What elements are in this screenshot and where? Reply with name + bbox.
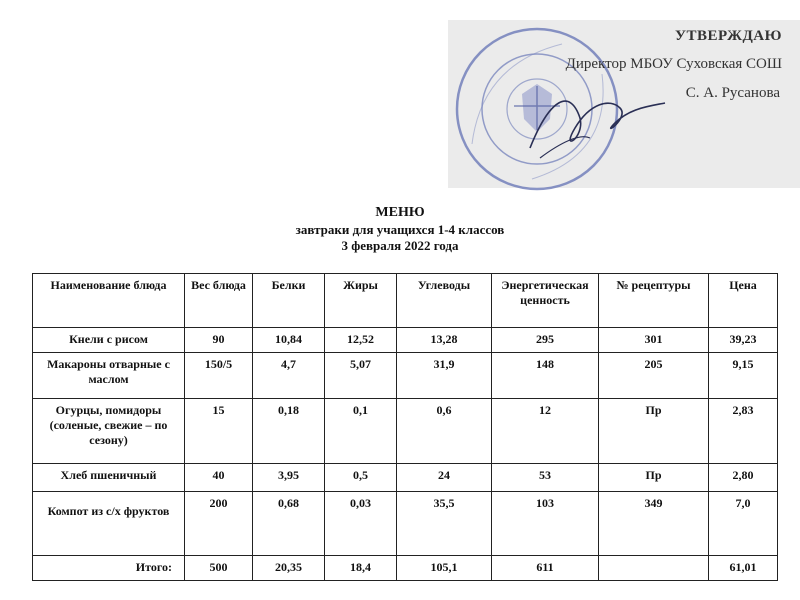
page-title: МЕНЮ	[375, 205, 425, 220]
dish-protein: 4,7	[253, 353, 325, 399]
dish-fat: 5,07	[325, 353, 397, 399]
total-label: Итого:	[33, 556, 185, 581]
dish-protein: 0,68	[253, 492, 325, 556]
table-row	[33, 353, 778, 399]
table-row	[33, 328, 778, 353]
dish-price: 39,23	[709, 328, 778, 353]
dish-protein: 10,84	[253, 328, 325, 353]
dish-recipe: Пр	[599, 399, 709, 464]
dish-price: 2,83	[709, 399, 778, 464]
dish-protein: 3,95	[253, 464, 325, 492]
dish-energy: 12	[492, 399, 599, 464]
table-row	[33, 464, 778, 492]
dish-recipe: Пр	[599, 464, 709, 492]
dish-protein: 0,18	[253, 399, 325, 464]
approval-block	[566, 28, 782, 102]
dish-fat: 0,1	[325, 399, 397, 464]
dish-carbs: 0,6	[397, 399, 492, 464]
dish-name: Огурцы, помидоры (соленые, свежие – по сезону)	[33, 399, 185, 464]
dish-weight: 15	[185, 399, 253, 464]
dish-energy: 53	[492, 464, 599, 492]
dish-fat: 0,03	[325, 492, 397, 556]
dish-price: 2,80	[709, 464, 778, 492]
dish-price: 9,15	[709, 353, 778, 399]
total-energy: 611	[492, 556, 599, 581]
director-position: Директор МБОУ Суховская СОШ	[565, 56, 782, 72]
dish-energy: 295	[492, 328, 599, 353]
dish-weight: 40	[185, 464, 253, 492]
total-protein: 20,35	[253, 556, 325, 581]
dish-weight: 200	[185, 492, 253, 556]
column-header: Углеводы	[397, 274, 492, 328]
dish-recipe: 205	[599, 353, 709, 399]
menu-table	[32, 273, 778, 581]
dish-carbs: 13,28	[397, 328, 492, 353]
menu-date: 3 февраля 2022 года	[341, 238, 459, 253]
total-fat: 18,4	[325, 556, 397, 581]
dish-weight: 150/5	[185, 353, 253, 399]
dish-carbs: 35,5	[397, 492, 492, 556]
table-row	[33, 399, 778, 464]
column-header: № рецептуры	[599, 274, 709, 328]
column-header: Жиры	[325, 274, 397, 328]
table-total-row	[33, 556, 778, 581]
table-header-row	[33, 274, 778, 328]
column-header: Вес блюда	[185, 274, 253, 328]
dish-price: 7,0	[709, 492, 778, 556]
dish-name: Хлеб пшеничный	[33, 464, 185, 492]
dish-energy: 103	[492, 492, 599, 556]
approval-heading: УТВЕРЖДАЮ	[674, 28, 782, 44]
dish-name: Кнели с рисом	[33, 328, 185, 353]
dish-energy: 148	[492, 353, 599, 399]
total-weight: 500	[185, 556, 253, 581]
dish-recipe: 349	[599, 492, 709, 556]
table-row	[33, 492, 778, 556]
dish-fat: 0,5	[325, 464, 397, 492]
dish-name: Компот из с/х фруктов	[33, 492, 185, 556]
total-recipe	[599, 556, 709, 581]
dish-weight: 90	[185, 328, 253, 353]
dish-fat: 12,52	[325, 328, 397, 353]
column-header: Белки	[253, 274, 325, 328]
column-header: Цена	[709, 274, 778, 328]
dish-carbs: 24	[397, 464, 492, 492]
dish-name: Макароны отварные с маслом	[33, 353, 185, 399]
total-carbs: 105,1	[397, 556, 492, 581]
dish-recipe: 301	[599, 328, 709, 353]
column-header: Энергетическая ценность	[492, 274, 599, 328]
signer-name: С. А. Русанова	[685, 85, 780, 101]
page-subtitle: завтраки для учащихся 1-4 классов	[295, 222, 505, 237]
dish-carbs: 31,9	[397, 353, 492, 399]
total-price: 61,01	[709, 556, 778, 581]
column-header: Наименование блюда	[33, 274, 185, 328]
